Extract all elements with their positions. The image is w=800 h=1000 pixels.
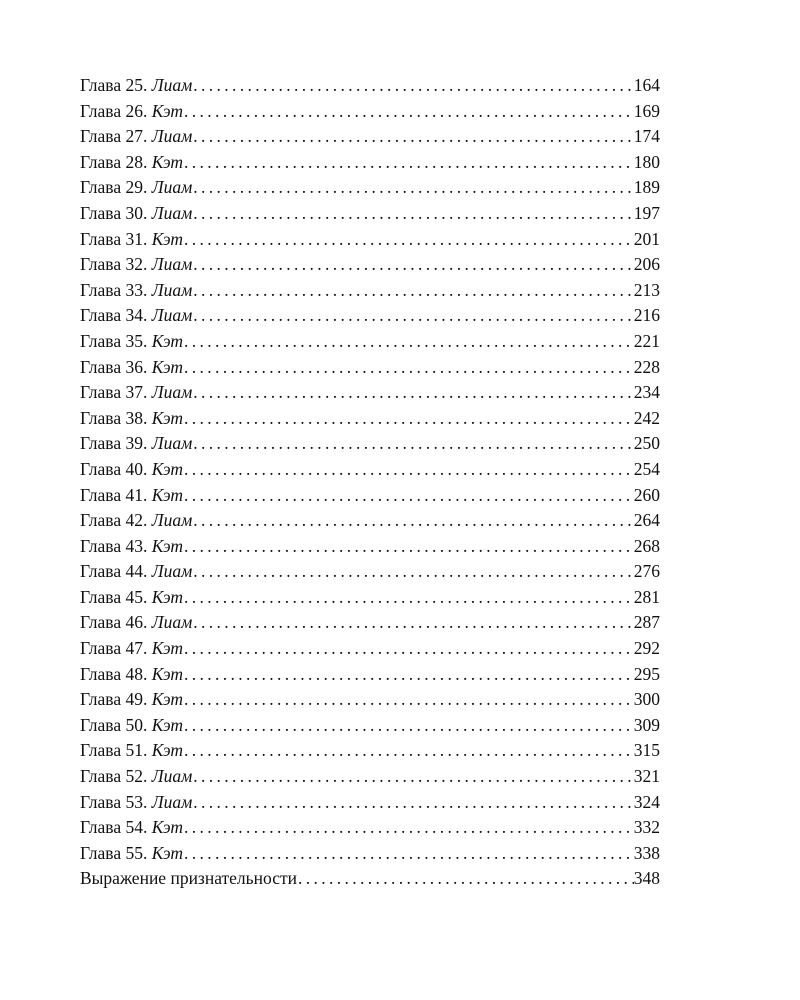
toc-entry [80, 408, 660, 434]
page-number: 292 [633, 638, 660, 659]
page-number: 276 [633, 561, 660, 582]
chapter-number: Глава 48. [80, 663, 148, 684]
page-number: 250 [633, 433, 660, 454]
chapter-number: Глава 54. [80, 817, 148, 838]
dot-leader [184, 587, 634, 608]
chapter-number: Глава 49. [80, 689, 148, 710]
dot-leader [184, 664, 634, 685]
narrator-name: Кэт [151, 458, 184, 479]
toc-entry [80, 843, 660, 869]
narrator-name: Лиам [151, 433, 193, 454]
dot-leader [184, 740, 634, 761]
dot-leader [193, 254, 633, 275]
dot-leader [193, 177, 633, 198]
chapter-number: Глава 45. [80, 586, 148, 607]
dot-leader [193, 280, 633, 301]
dot-leader [193, 561, 633, 582]
toc-entry-acknowledgements [80, 868, 660, 894]
chapter-number: Глава 38. [80, 407, 148, 428]
dot-leader [184, 485, 634, 506]
page-number: 174 [633, 126, 660, 147]
chapter-number: Глава 47. [80, 638, 148, 659]
narrator-name: Кэт [151, 535, 184, 556]
toc-entry [80, 433, 660, 459]
page-number: 197 [633, 202, 660, 223]
toc-entry [80, 766, 660, 792]
toc-entry [80, 689, 660, 715]
chapter-number: Глава 34. [80, 305, 148, 326]
page-number: 295 [633, 663, 660, 684]
page-number: 300 [633, 689, 660, 710]
chapter-number: Глава 36. [80, 356, 148, 377]
chapter-number: Глава 28. [80, 151, 148, 172]
narrator-name: Лиам [151, 126, 193, 147]
chapter-number: Глава 55. [80, 842, 148, 863]
toc-entry [80, 101, 660, 127]
chapter-number: Глава 35. [80, 330, 148, 351]
narrator-name: Лиам [151, 766, 193, 787]
dot-leader [184, 331, 634, 352]
dot-leader [193, 75, 633, 96]
toc-entry [80, 638, 660, 664]
narrator-name: Кэт [151, 817, 184, 838]
toc-entry [80, 331, 660, 357]
page-number: 234 [633, 382, 660, 403]
narrator-name: Кэт [151, 228, 184, 249]
chapter-number: Глава 29. [80, 177, 148, 198]
toc-entry [80, 612, 660, 638]
narrator-name: Кэт [151, 407, 184, 428]
toc-entry [80, 203, 660, 229]
narrator-name: Кэт [151, 663, 184, 684]
chapter-number: Глава 37. [80, 382, 148, 403]
dot-leader [298, 868, 634, 889]
toc-entry [80, 459, 660, 485]
narrator-name: Лиам [151, 279, 193, 300]
toc-entry [80, 229, 660, 255]
narrator-name: Кэт [151, 356, 184, 377]
dot-leader [184, 715, 634, 736]
narrator-name: Лиам [151, 254, 193, 275]
toc-entry [80, 254, 660, 280]
chapter-number: Глава 39. [80, 433, 148, 454]
toc-entry [80, 536, 660, 562]
narrator-name: Кэт [151, 330, 184, 351]
narrator-name: Кэт [151, 714, 184, 735]
narrator-name: Кэт [151, 484, 184, 505]
page-number: 254 [633, 458, 660, 479]
page-number: 315 [633, 740, 660, 761]
toc-entry [80, 382, 660, 408]
page-number: 281 [633, 586, 660, 607]
narrator-name: Кэт [151, 740, 184, 761]
page-number: 324 [633, 791, 660, 812]
acknowledgements-title: Выражение признательности [80, 868, 297, 889]
narrator-name: Лиам [151, 75, 193, 95]
page-number: 264 [633, 510, 660, 531]
toc-entry [80, 664, 660, 690]
narrator-name: Кэт [151, 100, 184, 121]
narrator-name: Кэт [151, 842, 184, 863]
page-number: 321 [633, 766, 660, 787]
chapter-number: Глава 32. [80, 254, 148, 275]
narrator-name: Кэт [151, 586, 184, 607]
dot-leader [184, 536, 634, 557]
dot-leader [184, 459, 634, 480]
dot-leader [184, 101, 634, 122]
dot-leader [193, 203, 633, 224]
narrator-name: Лиам [151, 177, 193, 198]
table-of-contents [80, 75, 660, 894]
chapter-number: Глава 44. [80, 561, 148, 582]
chapter-number: Глава 31. [80, 228, 148, 249]
page-number: 213 [633, 279, 660, 300]
page-number: 260 [633, 484, 660, 505]
page-number: 201 [633, 228, 660, 249]
page-number: 332 [633, 817, 660, 838]
page-number: 242 [633, 407, 660, 428]
narrator-name: Лиам [151, 561, 193, 582]
chapter-number: Глава 25. [80, 75, 148, 95]
page-number: 169 [633, 100, 660, 121]
toc-entry [80, 561, 660, 587]
toc-entry [80, 587, 660, 613]
dot-leader [193, 305, 633, 326]
dot-leader [184, 817, 634, 838]
chapter-number: Глава 41. [80, 484, 148, 505]
chapter-number: Глава 33. [80, 279, 148, 300]
dot-leader [184, 408, 634, 429]
toc-entry [80, 485, 660, 511]
dot-leader [184, 689, 634, 710]
narrator-name: Лиам [151, 305, 193, 326]
toc-entry [80, 792, 660, 818]
page-number: 268 [633, 535, 660, 556]
dot-leader [184, 638, 634, 659]
toc-entry [80, 280, 660, 306]
dot-leader [184, 357, 634, 378]
page-number: 180 [633, 151, 660, 172]
page-number: 164 [633, 75, 660, 95]
page-number: 189 [633, 177, 660, 198]
dot-leader [184, 152, 634, 173]
toc-entry [80, 126, 660, 152]
dot-leader [193, 612, 633, 633]
toc-entry [80, 510, 660, 536]
chapter-number: Глава 43. [80, 535, 148, 556]
toc-entry [80, 152, 660, 178]
narrator-name: Кэт [151, 638, 184, 659]
chapter-number: Глава 50. [80, 714, 148, 735]
page-number: 228 [633, 356, 660, 377]
dot-leader [184, 229, 634, 250]
page-number: 216 [633, 305, 660, 326]
narrator-name: Лиам [151, 612, 193, 633]
dot-leader [193, 792, 633, 813]
page-number: 206 [633, 254, 660, 275]
chapter-number: Глава 42. [80, 510, 148, 531]
dot-leader [193, 766, 633, 787]
chapter-number: Глава 40. [80, 458, 148, 479]
dot-leader [193, 382, 633, 403]
narrator-name: Лиам [151, 510, 193, 531]
narrator-name: Кэт [151, 151, 184, 172]
narrator-name: Кэт [151, 689, 184, 710]
page-number: 348 [633, 868, 660, 889]
toc-entry [80, 740, 660, 766]
page-number: 221 [633, 330, 660, 351]
toc-entry [80, 715, 660, 741]
narrator-name: Лиам [151, 382, 193, 403]
chapter-number: Глава 53. [80, 791, 148, 812]
chapter-number: Глава 46. [80, 612, 148, 633]
toc-entry [80, 305, 660, 331]
toc-entry [80, 75, 660, 101]
dot-leader [193, 433, 633, 454]
toc-entry [80, 817, 660, 843]
chapter-number: Глава 52. [80, 766, 148, 787]
page-number: 338 [633, 842, 660, 863]
chapter-number: Глава 51. [80, 740, 148, 761]
narrator-name: Лиам [151, 791, 193, 812]
page-number: 309 [633, 714, 660, 735]
chapter-number: Глава 26. [80, 100, 148, 121]
dot-leader [193, 126, 633, 147]
dot-leader [193, 510, 633, 531]
chapter-number: Глава 30. [80, 202, 148, 223]
dot-leader [184, 843, 634, 864]
chapter-number: Глава 27. [80, 126, 148, 147]
narrator-name: Лиам [151, 202, 193, 223]
toc-entry [80, 357, 660, 383]
page-number: 287 [633, 612, 660, 633]
toc-entry [80, 177, 660, 203]
